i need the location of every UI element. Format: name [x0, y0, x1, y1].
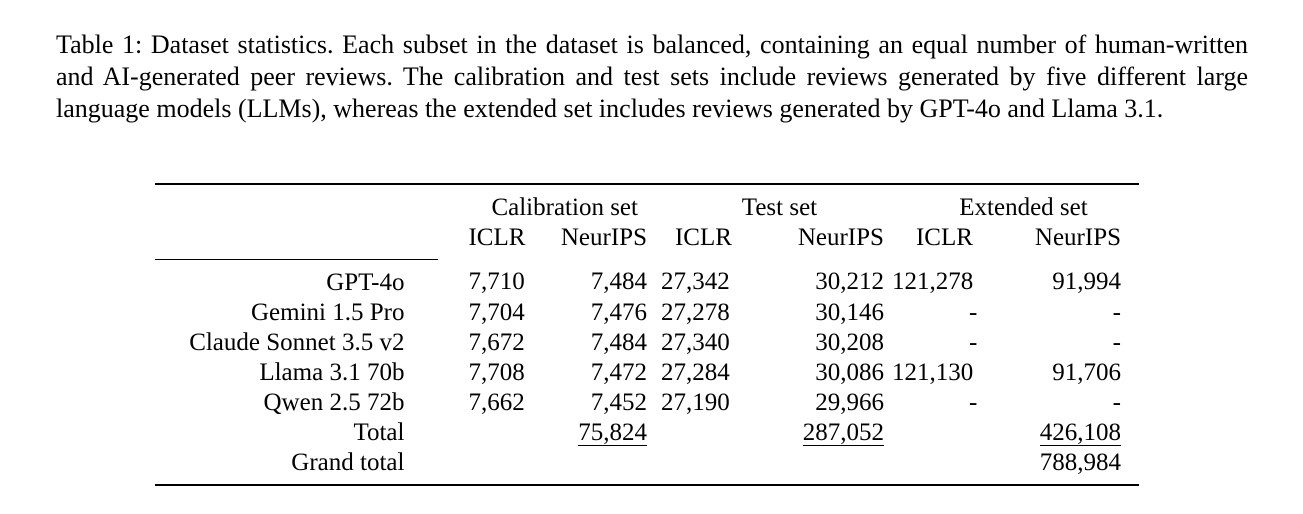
group-header-calibration: Calibration set	[438, 184, 651, 223]
dataset-statistics-table	[155, 183, 1139, 486]
cell-test-iclr: 27,190	[660, 388, 730, 416]
cell-test-neurips: 29,966	[815, 388, 884, 416]
empty-cell	[651, 418, 761, 448]
sub-header-row	[155, 223, 1139, 259]
model-name-cell: Qwen 2.5 72b	[263, 388, 405, 416]
group-header-extended: Extended set	[888, 184, 1139, 223]
empty-cell	[438, 418, 525, 448]
cell-test-neurips: 30,208	[815, 328, 884, 356]
group-header-row	[155, 184, 1139, 223]
corner-cell-sub	[155, 223, 438, 259]
sub-header-extended-neurips: NeurIPS	[1034, 224, 1121, 251]
table-row	[155, 388, 1139, 418]
cell-test-iclr: 27,340	[660, 328, 730, 356]
table-row	[155, 259, 1139, 298]
cell-extended-iclr: 121,130	[891, 358, 974, 386]
total-label: Total	[353, 418, 405, 446]
group-header-test: Test set	[651, 184, 888, 223]
cell-calibration-neurips: 7,476	[590, 298, 647, 326]
corner-cell	[155, 184, 438, 223]
cell-extended-neurips: -	[1112, 328, 1121, 356]
table-row	[155, 298, 1139, 328]
cell-extended-iclr: -	[969, 298, 978, 326]
total-calibration: 75,824	[578, 418, 647, 446]
grand-total-row	[155, 448, 1139, 485]
total-row	[155, 418, 1139, 448]
grand-total-label: Grand total	[155, 448, 438, 485]
cell-calibration-iclr: 7,704	[468, 298, 525, 326]
cell-test-iclr: 27,278	[660, 298, 730, 326]
table-row	[155, 328, 1139, 358]
cell-calibration-neurips: 7,472	[590, 358, 647, 386]
cell-extended-iclr: -	[969, 328, 978, 356]
cell-test-iclr: 27,284	[660, 358, 730, 386]
cell-extended-neurips: -	[1112, 388, 1121, 416]
sub-header-extended-iclr: ICLR	[915, 224, 973, 251]
sub-header-calibration-neurips: NeurIPS	[560, 224, 647, 251]
total-test: 287,052	[802, 418, 884, 446]
sub-header-test-neurips: NeurIPS	[797, 224, 884, 251]
cell-extended-neurips: 91,994	[1052, 268, 1121, 296]
cell-test-neurips: 30,212	[815, 268, 884, 296]
table-caption: Table 1: Dataset statistics. Each subset in the dataset is balanced, containing an equal number of human-written and AI-generated peer reviews. The calibration and test sets include reviews generated by five different large language models (LLMs), whereas the extended set includes reviews generated by GPT-4o and Llama 3.1.	[56, 30, 1248, 123]
total-extended-cell	[1011, 418, 1139, 448]
cell-calibration-iclr: 7,710	[468, 268, 525, 296]
cell-test-iclr: 27,342	[660, 268, 730, 296]
cell-calibration-neurips: 7,452	[590, 388, 647, 416]
cell-test-neurips: 30,146	[815, 298, 884, 326]
model-name-cell: Llama 3.1 70b	[259, 358, 405, 386]
cell-calibration-iclr: 7,672	[468, 328, 525, 356]
empty-cell	[651, 448, 761, 485]
total-test-cell	[761, 418, 888, 448]
cell-calibration-neurips: 7,484	[590, 328, 647, 356]
sub-header-calibration-iclr: ICLR	[468, 224, 526, 251]
cell-extended-iclr: -	[969, 388, 978, 416]
empty-cell	[888, 418, 1011, 448]
cell-calibration-neurips: 7,484	[590, 268, 647, 296]
cell-calibration-iclr: 7,708	[468, 358, 525, 386]
grand-total-value: 788,984	[1011, 448, 1139, 485]
empty-cell	[438, 448, 525, 485]
model-name-cell: GPT-4o	[326, 268, 405, 296]
total-calibration-cell	[525, 418, 651, 448]
total-extended: 426,108	[1039, 418, 1121, 446]
sub-header-test-iclr: ICLR	[674, 224, 732, 251]
empty-cell	[888, 448, 1011, 485]
cell-extended-neurips: -	[1112, 298, 1121, 326]
table-row	[155, 358, 1139, 388]
model-name-cell: Gemini 1.5 Pro	[250, 298, 405, 326]
model-name-cell: Claude Sonnet 3.5 v2	[189, 328, 405, 356]
cell-test-neurips: 30,086	[815, 358, 884, 386]
cell-extended-neurips: 91,706	[1052, 358, 1121, 386]
cell-extended-iclr: 121,278	[891, 268, 974, 296]
cell-calibration-iclr: 7,662	[468, 388, 525, 416]
empty-cell	[761, 448, 888, 485]
empty-cell	[525, 448, 651, 485]
